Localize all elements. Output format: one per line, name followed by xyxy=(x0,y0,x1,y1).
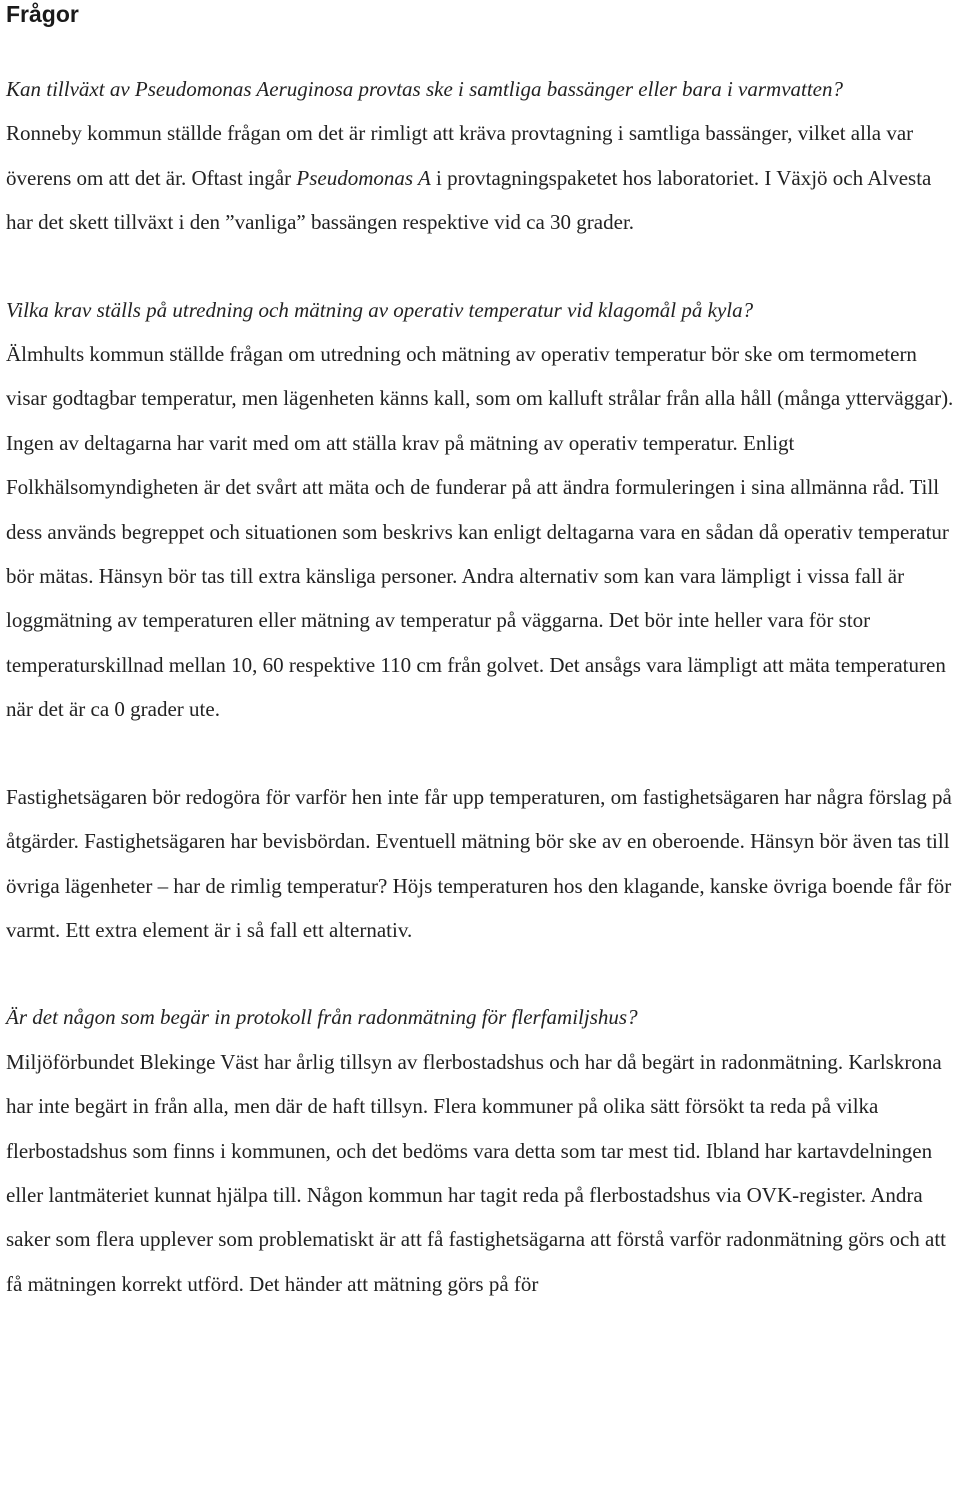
spacer xyxy=(6,732,956,775)
page-heading: Frågor xyxy=(6,1,79,27)
question-operativ-temperatur: Vilka krav ställs på utredning och mätning av operativ temperatur vid klagomål på kyla? xyxy=(6,297,754,322)
spacer xyxy=(6,245,956,288)
question-pseudomonas: Kan tillväxt av Pseudomonas Aeruginosa provtas ske i samtliga bassänger eller bara i varmvatten? xyxy=(6,77,844,101)
section-pseudomonas xyxy=(6,67,956,245)
answer-pseudomonas-part-1: Ronneby kommun ställde frågan om det är rimligt att kräva provtagning i samtliga bassänger, vilket alla var överens om att det är. Oftast ingår xyxy=(6,121,914,190)
answer-operativ-temperatur-followup: Fastighetsägaren bör redogöra för varför hen inte får upp temperaturen, om fastighetsägaren har några förslag på åtgärder. Fastighetsägaren har bevisbördan. Eventuell mätning bör ske av en oberoende. Hänsyn bör även tas till övriga lägenheter – har de rimlig temperatur? Höjs temperaturen hos den klagande, kanske övriga boende får för varmt. Ett extra element är i så fall ett alternativ. xyxy=(6,784,952,942)
section-operativ-temperatur xyxy=(6,288,956,953)
document-page xyxy=(6,0,956,1306)
answer-pseudomonas-part-2: i provtagningspaketet hos laboratoriet. I Växjö och Alvesta har det skett tillväxt i den ”vanliga” bassängen respektive vid ca 30 grader. xyxy=(6,165,932,235)
spacer xyxy=(6,952,956,995)
spacer xyxy=(6,28,956,67)
question-radonmatning: Är det någon som begär in protokoll från radonmätning för flerfamiljshus? xyxy=(6,1005,638,1030)
section-radonmatning xyxy=(6,995,956,1306)
answer-pseudomonas xyxy=(6,111,956,244)
answer-pseudomonas-term: Pseudomonas A xyxy=(296,165,431,190)
answer-operativ-temperatur: Älmhults kommun ställde frågan om utredning och mätning av operativ temperatur bör ske om termometern visar godtagbar temperatur, men lägenheten känns kall, som om kalluft strålar från alla håll (många ytterväggar). Ingen av deltagarna har varit med om att ställa krav på mätning av operativ temperatur. Enligt Folkhälsomyndigheten är det svårt att mäta och de funderar på att ändra formuleringen i sina allmänna råd. Till dess används begreppet och situationen som beskrivs kan enligt deltagarna vara en sådan då operativ temperatur bör mätas. Hänsyn bör tas till extra känsliga personer. Andra alternativ som kan vara lämpligt i vissa fall är loggmätning av temperaturen eller mätning av temperatur på väggarna. Det bör inte heller vara för stor temperaturskillnad mellan 10, 60 respektive 110 cm från golvet. Det ansågs vara lämpligt att mäta temperaturen när det är ca 0 grader ute. xyxy=(6,342,954,722)
answer-radonmatning: Miljöförbundet Blekinge Väst har årlig tillsyn av flerbostadshus och har då begärt in radonmätning. Karlskrona har inte begärt in från alla, men där de haft tillsyn. Flera kommuner på olika sätt försökt ta reda på vilka flerbostadshus som finns i kommunen, och det bedöms vara detta som tar mest tid. Ibland har kartavdelningen eller lantmäteriet kunnat hjälpa till. Någon kommun har tagit reda på flerbostadshus via OVK-register. Andra saker som flera upplever som problematiskt är att få fastighetsägarna att förstå varför radonmätning görs och att få mätningen korrekt utförd. Det händer att mätning görs på för xyxy=(6,1049,947,1296)
